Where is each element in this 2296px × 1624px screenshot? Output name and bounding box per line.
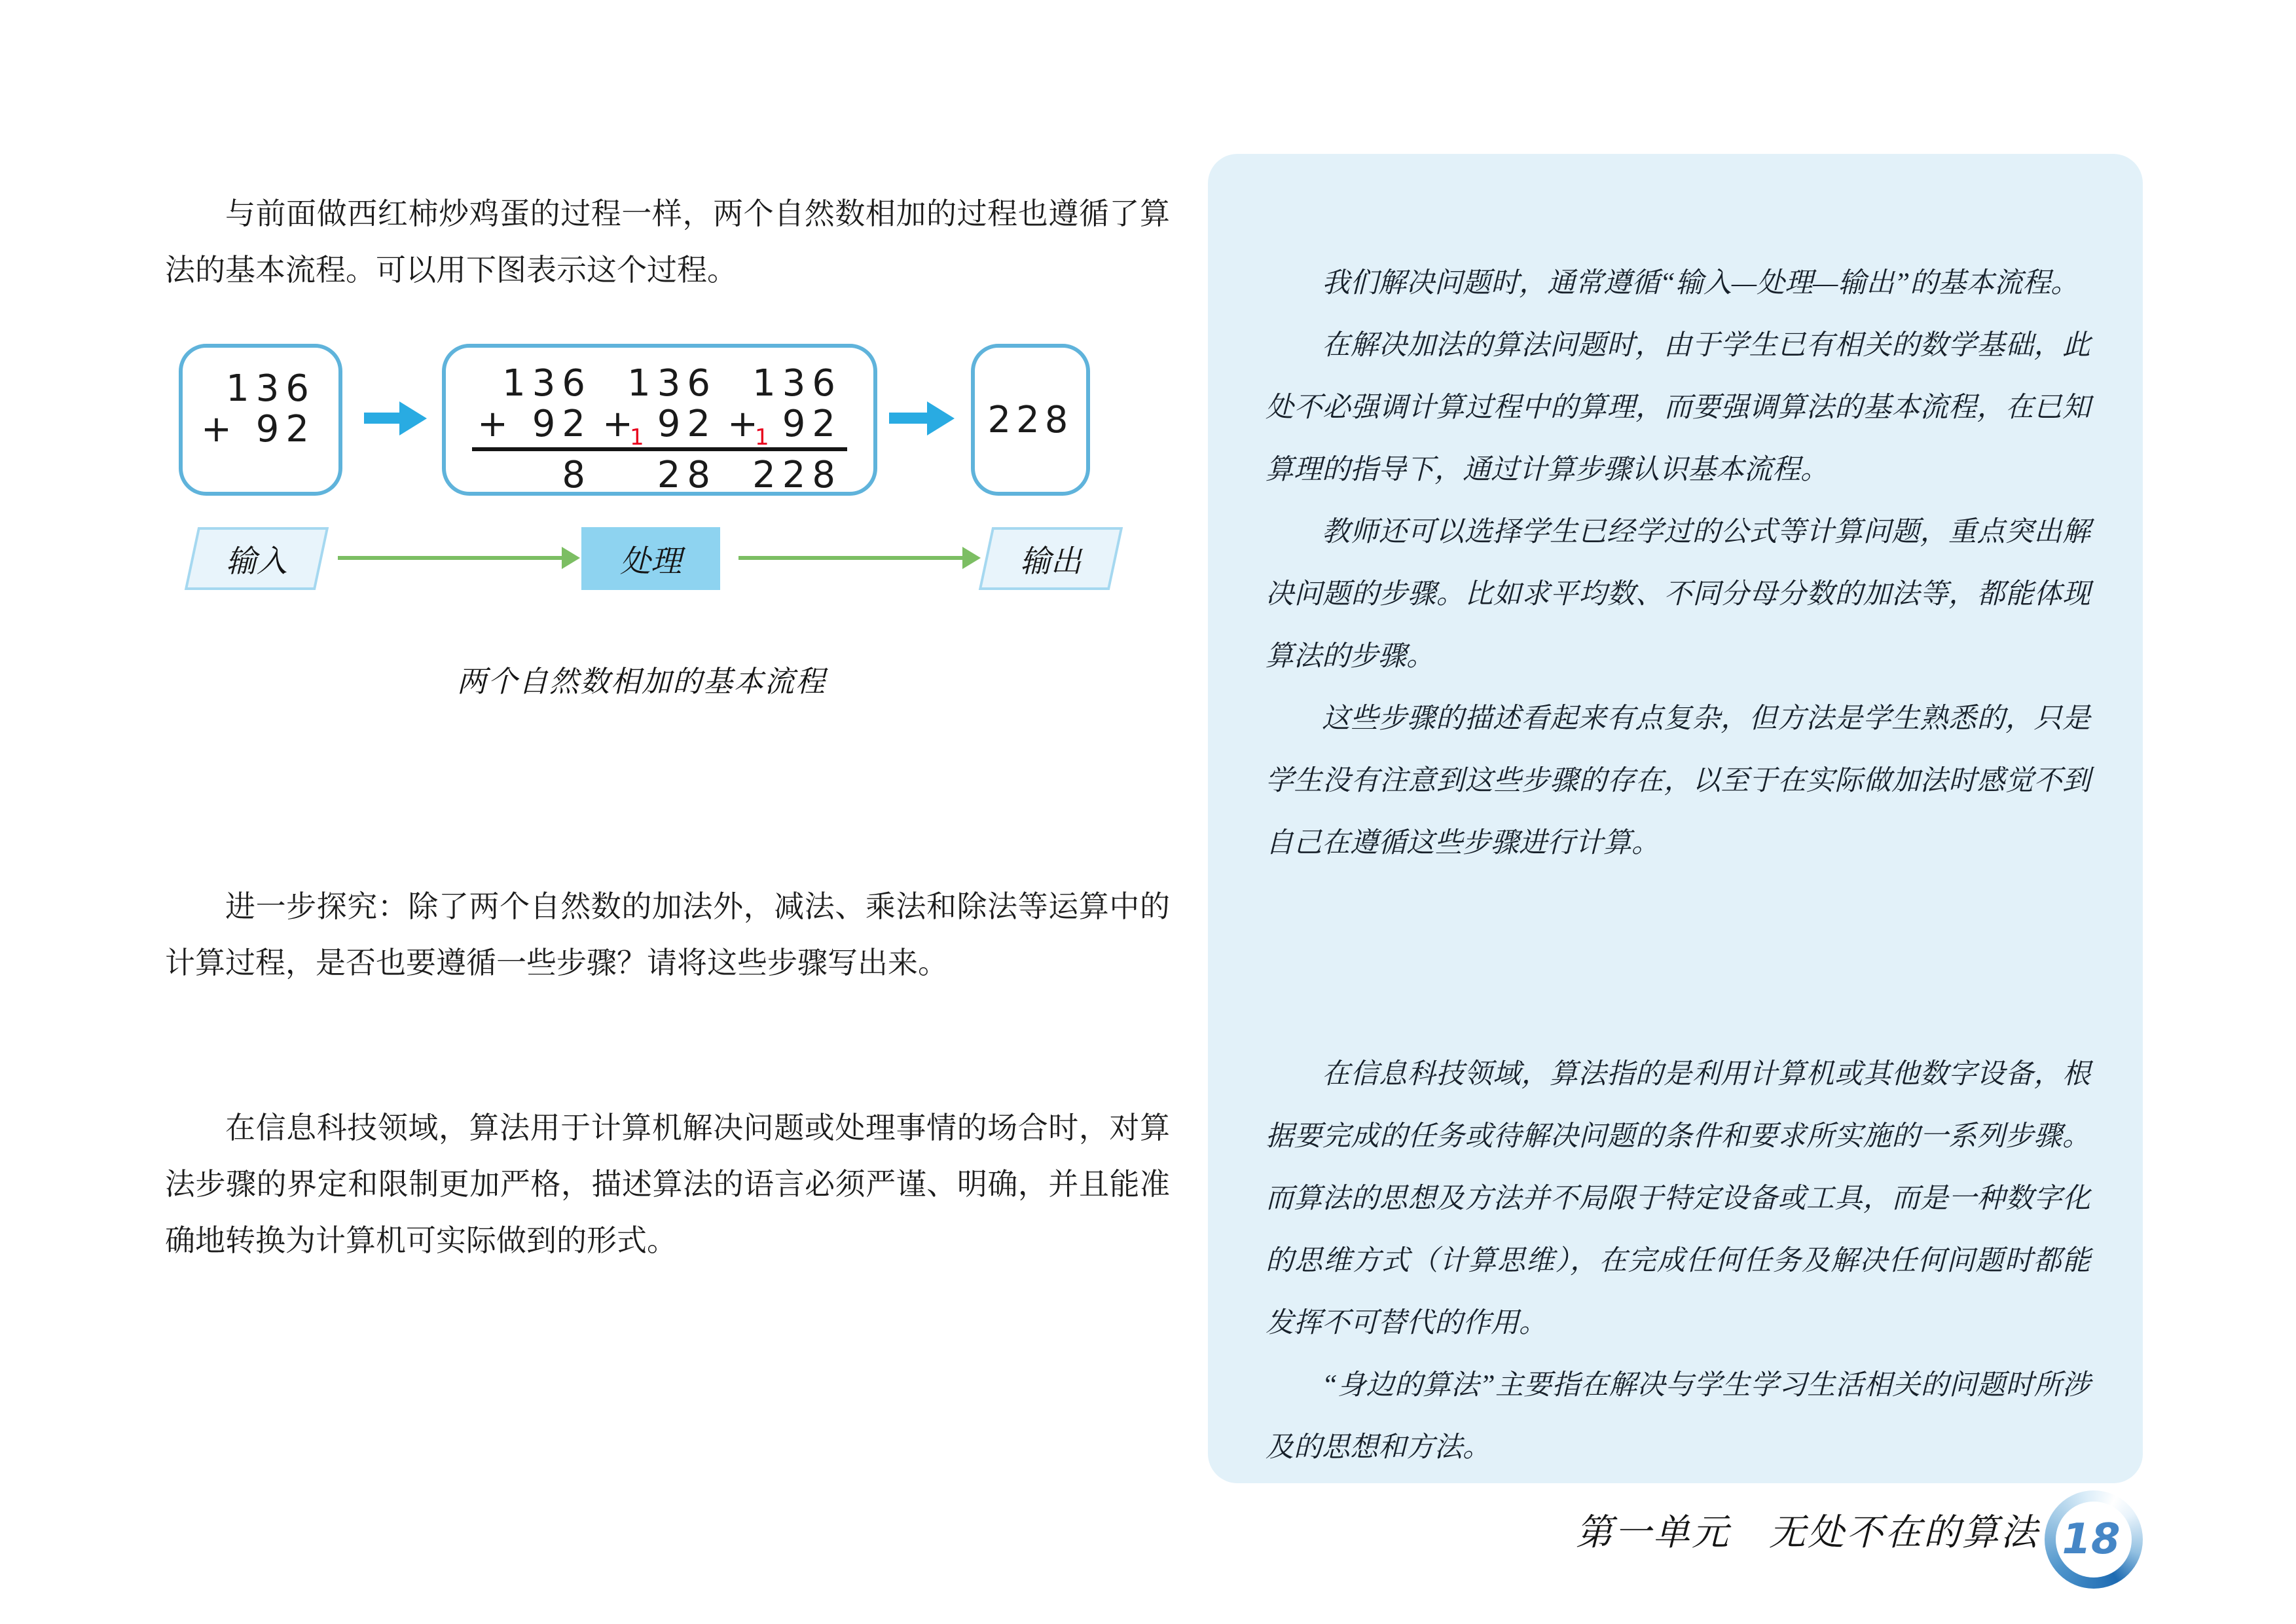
page-number: 18 [2062, 1515, 2121, 1564]
flowchart-output-label: 输出 [1020, 544, 1082, 579]
addend-bottom: 92 [782, 403, 842, 445]
addend-top: 136 [627, 362, 717, 405]
addend-bottom: 92 [532, 403, 592, 445]
sum-rule-line [472, 447, 597, 451]
final-result: 228 [987, 398, 1074, 441]
addition-step-2 [602, 362, 717, 496]
addend-bottom: 92 [255, 408, 316, 451]
sum-rule-line [722, 447, 847, 451]
addend-bottom-row [602, 403, 717, 451]
sidebar-paragraph: 我们解决问题时，通常遵循“输入—处理—输出”的基本流程。 [1322, 268, 2079, 299]
addition-problem [201, 369, 316, 450]
diagram-caption: 两个自然数相加的基本流程 [456, 665, 826, 698]
sum-rule-line [597, 447, 722, 451]
addend-top: 136 [502, 362, 592, 405]
plus-sign: + [477, 403, 508, 445]
unit-title: 第一单元 无处不在的算法 [1576, 1513, 2039, 1553]
addition-flow-diagram [0, 0, 1178, 720]
carry-digit: 1 [755, 424, 769, 451]
addend-bottom-row [727, 403, 842, 451]
sidebar-paragraph: 在信息科技领域，算法指的是利用计算机或其他数字设备，根据要完成的任务或待解决问题的条件和要求所实施的一系列步骤。而算法的思想及方法并不局限于特定设备或工具，而是一种数字化的思维方式（计算思维），在完成任何任务及解决任何问题时都能发挥不可替代的作用。 [1266, 1059, 2090, 1338]
page-number-badge-inner [2056, 1502, 2132, 1578]
page-number-badge [2045, 1490, 2143, 1589]
step-result: 28 [657, 454, 717, 496]
teacher-notes-sidebar [1208, 154, 2143, 1483]
flowchart-output-shape [979, 527, 1123, 590]
green-arrow-right-icon [338, 556, 563, 560]
intro-paragraph: 与前面做西红柿炒鸡蛋的过程一样，两个自然数相加的过程也遵循了算法的基本流程。可以用下图表示这个过程。 [165, 197, 1170, 287]
sidebar-paragraph: 教师还可以选择学生已经学过的公式等计算问题，重点突出解决问题的步骤。比如求平均数、不同分母分数的加法等，都能体现算法的步骤。 [1266, 517, 2090, 672]
diagram-output-box [971, 344, 1090, 496]
step-result: 228 [752, 454, 842, 496]
sidebar-paragraph: 在解决加法的算法问题时，由于学生已有相关的数学基础，此处不必强调计算过程中的算理，而要强调算法的基本流程，在已知算理的指导下，通过计算步骤认识基本流程。 [1266, 330, 2090, 485]
green-arrow-right-icon [738, 556, 964, 560]
flowchart-process-label: 处理 [620, 544, 682, 579]
addend-bottom: 92 [657, 403, 717, 445]
addition-step-3 [727, 362, 842, 496]
carry-digit: 1 [630, 424, 644, 451]
diagram-input-box [179, 344, 342, 496]
sidebar-paragraph: “身边的算法”主要指在解决与学生学习生活相关的问题时所涉及的思想和方法。 [1266, 1370, 2090, 1463]
addend-top: 136 [226, 367, 316, 410]
plus-sign: + [727, 403, 758, 445]
explore-paragraph: 进一步探究：除了两个自然数的加法外，减法、乘法和除法等运算中的计算过程，是否也要遵循一些步骤？请将这些步骤写出来。 [165, 890, 1170, 980]
sidebar-paragraph: 这些步骤的描述看起来有点复杂，但方法是学生熟悉的，只是学生没有注意到这些步骤的存在，以至于在实际做加法时感觉不到自己在遵循这些步骤进行计算。 [1266, 703, 2090, 858]
infotech-paragraph: 在信息科技领域，算法用于计算机解决问题或处理事情的场合时，对算法步骤的界定和限制更加严格，描述算法的语言必须严谨、明确，并且能准确地转换为计算机可实际做到的形式。 [165, 1111, 1170, 1257]
flowchart-input-shape [185, 527, 329, 590]
diagram-process-box [442, 344, 877, 496]
flowchart-input-label: 输入 [226, 544, 287, 579]
step-result: 8 [562, 454, 592, 496]
blue-arrow-right-icon [364, 413, 401, 424]
flowchart-process-shape [581, 527, 720, 590]
plus-sign: + [201, 408, 232, 451]
addend-bottom-row [477, 404, 592, 445]
plus-sign: + [602, 403, 633, 445]
addition-step-1 [477, 362, 592, 496]
blue-arrow-right-icon [889, 413, 928, 424]
addend-top: 136 [752, 362, 842, 405]
addend-bottom-row [201, 409, 316, 450]
